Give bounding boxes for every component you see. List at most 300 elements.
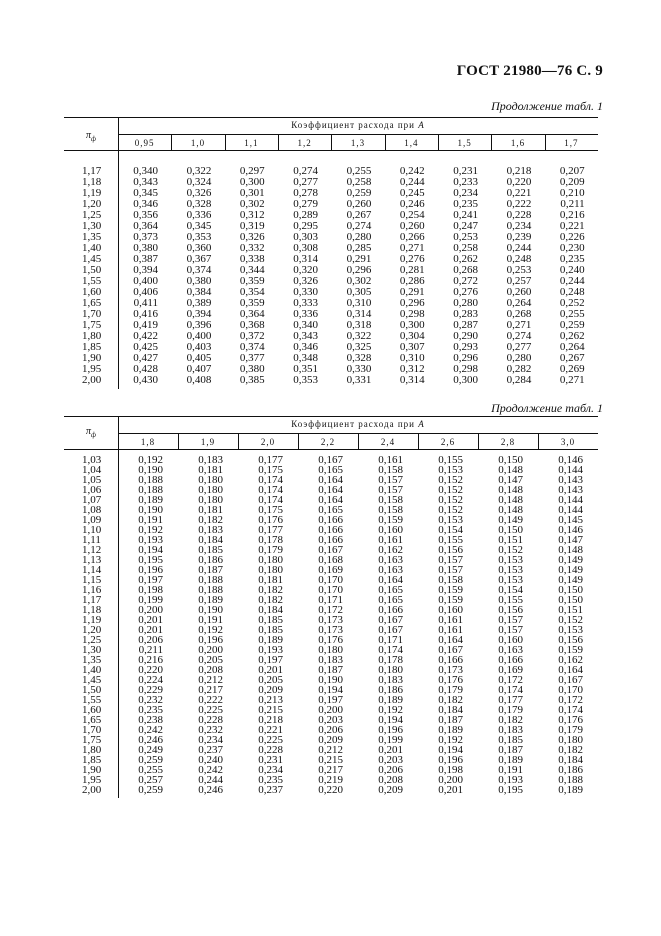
- table-cell: 0,171: [378, 634, 403, 646]
- table-top-border: [64, 117, 598, 118]
- table-cell: 0,163: [498, 644, 523, 656]
- table-cell: 0,148: [498, 464, 523, 476]
- table-cell: 0,235: [559, 253, 585, 265]
- table-cell: 0,291: [399, 286, 425, 298]
- row-label: 1,09: [82, 514, 102, 526]
- row-label: 1,90: [82, 352, 102, 364]
- table-cell: 0,173: [438, 664, 463, 676]
- row-label: 1,17: [82, 165, 102, 177]
- table-cell: 0,158: [378, 504, 403, 516]
- table-cell: 0,354: [239, 286, 265, 298]
- table-cell: 0,286: [399, 275, 425, 287]
- table-cell: 0,240: [559, 264, 585, 276]
- table-cell: 0,425: [133, 341, 158, 353]
- table-cell: 0,245: [399, 187, 425, 199]
- row-label: 2,00: [82, 784, 102, 796]
- table-cell: 0,201: [378, 744, 403, 756]
- table-cell: 0,160: [498, 634, 523, 646]
- table-cell: 0,293: [453, 341, 478, 353]
- table-cell: 0,400: [133, 275, 158, 287]
- row-label: 1,70: [82, 724, 102, 736]
- table-cell: 0,319: [239, 220, 265, 232]
- table-cell: 0,277: [506, 341, 532, 353]
- table-cell: 0,179: [258, 544, 283, 556]
- table-cell: 0,185: [258, 624, 283, 636]
- table-top-border: [64, 416, 598, 417]
- row-label: 1,80: [82, 330, 102, 342]
- table-cell: 0,255: [138, 764, 163, 776]
- table-cell: 0,164: [318, 494, 343, 506]
- column-header: 0,95: [134, 138, 155, 148]
- table-cell: 0,169: [498, 664, 523, 676]
- column-header: 1,9: [200, 437, 216, 447]
- table-cell: 0,149: [558, 554, 583, 566]
- table-cell: 0,153: [438, 464, 463, 476]
- row-label: 1,10: [82, 524, 102, 536]
- table-cell: 0,189: [438, 724, 463, 736]
- column-header: 1,1: [244, 138, 259, 148]
- table-cell: 0,422: [133, 330, 158, 342]
- table-cell: 0,176: [558, 714, 583, 726]
- row-label: 1,70: [82, 308, 102, 320]
- table-cell: 0,274: [506, 330, 532, 342]
- table-cell: 0,348: [293, 352, 318, 364]
- column-header: 2,6: [440, 437, 456, 447]
- table-cell: 0,220: [318, 784, 343, 796]
- table-cell: 0,166: [438, 654, 463, 666]
- supertitle-text: Коэффициент расхода при: [291, 120, 419, 130]
- table-cell: 0,174: [378, 644, 403, 656]
- row-label: 1,55: [82, 694, 102, 706]
- table-cell: 0,186: [198, 554, 223, 566]
- table-cell: 0,177: [258, 454, 283, 466]
- table-cell: 0,268: [453, 264, 478, 276]
- table-cell: 0,428: [133, 363, 158, 375]
- table-cell: 0,192: [198, 624, 223, 636]
- table-cell: 0,184: [198, 534, 223, 546]
- supertitle-text: Коэффициент расхода при: [291, 419, 419, 429]
- table-cell: 0,322: [186, 165, 212, 177]
- table-cell: 0,253: [506, 264, 532, 276]
- table-cell: 0,180: [198, 474, 223, 486]
- table-cell: 0,394: [133, 264, 158, 276]
- table-cell: 0,222: [506, 198, 532, 210]
- table-cell: 0,232: [198, 724, 223, 736]
- table-cell: 0,322: [346, 330, 372, 342]
- row-label: 1,17: [82, 594, 102, 606]
- table-cell: 0,219: [318, 774, 343, 786]
- table-cell: 0,372: [239, 330, 265, 342]
- table-cell: 0,184: [558, 754, 583, 766]
- table-cell: 0,192: [378, 704, 403, 716]
- table-cell: 0,237: [198, 744, 223, 756]
- table-cell: 0,297: [239, 165, 265, 177]
- table-cell: 0,182: [258, 584, 283, 596]
- table-cell: 0,253: [453, 231, 478, 243]
- row-label: 1,08: [82, 504, 102, 516]
- table-cell: 0,328: [186, 198, 212, 210]
- table-cell: 0,173: [318, 624, 343, 636]
- table-cell: 0,174: [498, 684, 523, 696]
- table-cell: 0,247: [453, 220, 478, 232]
- table-cell: 0,206: [138, 634, 163, 646]
- table-cell: 0,183: [378, 674, 403, 686]
- table-cell: 0,281: [399, 264, 425, 276]
- table-cell: 0,147: [558, 534, 583, 546]
- table-cell: 0,259: [346, 187, 372, 199]
- table-cell: 0,260: [399, 220, 425, 232]
- table-cell: 0,303: [293, 231, 318, 243]
- table-cell: 0,161: [378, 454, 403, 466]
- table-cell: 0,144: [558, 494, 583, 506]
- table-cell: 0,248: [559, 286, 585, 298]
- row-label: 1,95: [82, 774, 102, 786]
- row-label: 1,06: [82, 484, 102, 496]
- column-header: 3,0: [560, 437, 576, 447]
- table-cell: 0,162: [378, 544, 403, 556]
- table-cell: 0,149: [558, 574, 583, 586]
- table-cell: 0,271: [559, 374, 585, 386]
- table-cell: 0,345: [133, 187, 158, 199]
- table-cell: 0,174: [258, 484, 283, 496]
- table-cell: 0,262: [453, 253, 478, 265]
- table-cell: 0,145: [558, 514, 583, 526]
- table-cell: 0,144: [558, 464, 583, 476]
- table-cell: 0,216: [138, 654, 163, 666]
- table-cell: 0,271: [399, 242, 425, 254]
- table-cell: 0,231: [258, 754, 283, 766]
- table-cell: 0,208: [198, 664, 223, 676]
- table-cell: 0,266: [399, 231, 425, 243]
- table-cell: 0,324: [186, 176, 212, 188]
- row-label: 1,65: [82, 297, 102, 309]
- row-label: 1,50: [82, 264, 102, 276]
- table-cell: 0,300: [453, 374, 478, 386]
- table-cell: 0,234: [258, 764, 283, 776]
- table-cell: 0,152: [438, 494, 463, 506]
- table-cell: 0,419: [133, 319, 158, 331]
- table-cell: 0,183: [198, 524, 223, 536]
- table-cell: 0,195: [138, 554, 163, 566]
- row-label: 1,65: [82, 714, 102, 726]
- table-cell: 0,189: [138, 494, 163, 506]
- row-header-label: [64, 426, 118, 439]
- row-label: 1,30: [82, 220, 102, 232]
- table-cell: 0,178: [378, 654, 403, 666]
- table-cell: 0,183: [318, 654, 343, 666]
- table-cell: 0,385: [239, 374, 265, 386]
- table-cell: 0,157: [378, 484, 403, 496]
- table-cell: 0,182: [498, 714, 523, 726]
- table-cell: 0,150: [558, 584, 583, 596]
- table-cell: 0,201: [258, 664, 283, 676]
- table-cell: 0,152: [438, 504, 463, 516]
- table-supertitle: [118, 419, 598, 429]
- table-cell: 0,206: [318, 724, 343, 736]
- table-cell: 0,205: [198, 654, 223, 666]
- table-cell: 0,333: [293, 297, 318, 309]
- table-cell: 0,238: [138, 714, 163, 726]
- table-cell: 0,225: [258, 734, 283, 746]
- table-cell: 0,161: [378, 534, 403, 546]
- table-cell: 0,158: [378, 494, 403, 506]
- table-cell: 0,344: [239, 264, 265, 276]
- table-cell: 0,179: [498, 704, 523, 716]
- table-cell: 0,179: [558, 724, 583, 736]
- table-cell: 0,326: [239, 231, 265, 243]
- table-cell: 0,193: [138, 534, 163, 546]
- table-cell: 0,200: [198, 644, 223, 656]
- table-cell: 0,249: [138, 744, 163, 756]
- table-cell: 0,173: [318, 614, 343, 626]
- table-cell: 0,228: [198, 714, 223, 726]
- table-cell: 0,197: [318, 694, 343, 706]
- table-cell: 0,155: [438, 454, 463, 466]
- table-cell: 0,364: [239, 308, 265, 320]
- table-cell: 0,147: [498, 474, 523, 486]
- table-cell: 0,239: [506, 231, 532, 243]
- table-cell: 0,346: [133, 198, 158, 210]
- table2: [64, 416, 598, 798]
- table-cell: 0,338: [239, 253, 265, 265]
- table-cell: 0,427: [133, 352, 158, 364]
- table-cell: 0,148: [558, 544, 583, 556]
- row-label: 1,19: [82, 187, 102, 199]
- table-cell: 0,308: [293, 242, 318, 254]
- table-cell: 0,191: [138, 514, 163, 526]
- table-cell: 0,182: [258, 594, 283, 606]
- table-cell: 0,400: [186, 330, 212, 342]
- table-cell: 0,148: [498, 504, 523, 516]
- table-cell: 0,387: [133, 253, 158, 265]
- table1-continuation-note: Продолжение табл. 1: [491, 99, 603, 113]
- table-cell: 0,168: [318, 554, 343, 566]
- row-label: 1,07: [82, 494, 102, 506]
- table-cell: 0,280: [506, 352, 532, 364]
- table-cell: 0,180: [198, 494, 223, 506]
- table-cell: 0,150: [498, 454, 523, 466]
- table-cell: 0,187: [498, 744, 523, 756]
- table-cell: 0,182: [558, 744, 583, 756]
- table-cell: 0,210: [559, 187, 585, 199]
- table-cell: 0,220: [506, 176, 532, 188]
- table-cell: 0,231: [453, 165, 478, 177]
- table-cell: 0,212: [318, 744, 343, 756]
- table-cell: 0,184: [258, 604, 283, 616]
- row-label: 1,12: [82, 544, 102, 556]
- row-header-symbol: π: [86, 130, 92, 141]
- row-header-subscript: ф: [91, 431, 96, 439]
- table-cell: 0,394: [186, 308, 212, 320]
- table-cell: 0,234: [198, 734, 223, 746]
- row-label: 1,35: [82, 654, 102, 666]
- table-cell: 0,180: [318, 644, 343, 656]
- table-cell: 0,165: [318, 464, 343, 476]
- table-cell: 0,149: [498, 514, 523, 526]
- table-cell: 0,188: [198, 584, 223, 596]
- table-cell: 0,235: [258, 774, 283, 786]
- table-cell: 0,301: [239, 187, 265, 199]
- table-cell: 0,150: [558, 594, 583, 606]
- table-cell: 0,169: [318, 564, 343, 576]
- table-cell: 0,174: [558, 704, 583, 716]
- table-cell: 0,332: [239, 242, 265, 254]
- table-cell: 0,406: [133, 286, 158, 298]
- table-cell: 0,283: [453, 308, 478, 320]
- table-cell: 0,280: [453, 297, 478, 309]
- table-cell: 0,200: [138, 604, 163, 616]
- table-cell: 0,228: [258, 744, 283, 756]
- table-cell: 0,174: [258, 494, 283, 506]
- table-cell: 0,260: [346, 198, 372, 210]
- table-cell: 0,181: [198, 504, 223, 516]
- table-cell: 0,166: [378, 604, 403, 616]
- table-cell: 0,146: [558, 524, 583, 536]
- table-cell: 0,203: [318, 714, 343, 726]
- table-cell: 0,268: [506, 308, 532, 320]
- table-cell: 0,235: [453, 198, 478, 210]
- table-cell: 0,187: [438, 714, 463, 726]
- row-label: 1,15: [82, 574, 102, 586]
- table-cell: 0,189: [558, 784, 583, 796]
- table-cell: 0,380: [133, 242, 158, 254]
- row-label: 1,85: [82, 754, 102, 766]
- table-cell: 0,155: [438, 534, 463, 546]
- table-cell: 0,320: [293, 264, 318, 276]
- row-label: 1,04: [82, 464, 102, 476]
- table-cell: 0,271: [506, 319, 532, 331]
- table2-continuation-note: Продолжение табл. 1: [491, 401, 603, 415]
- table-cell: 0,230: [559, 242, 585, 254]
- table-cell: 0,161: [438, 624, 463, 636]
- table-cell: 0,196: [378, 724, 403, 736]
- table-cell: 0,246: [138, 734, 163, 746]
- table-cell: 0,242: [399, 165, 425, 177]
- table-cell: 0,260: [506, 286, 532, 298]
- table-cell: 0,143: [558, 484, 583, 496]
- table-cell: 0,206: [378, 764, 403, 776]
- table-cell: 0,254: [399, 209, 425, 221]
- table-cell: 0,356: [133, 209, 158, 221]
- table-cell: 0,302: [239, 198, 265, 210]
- table-cell: 0,234: [506, 220, 532, 232]
- table-cell: 0,190: [138, 464, 163, 476]
- row-label: 1,03: [82, 454, 102, 466]
- table-cell: 0,180: [378, 664, 403, 676]
- table-cell: 0,298: [399, 308, 425, 320]
- row-header-subscript: ф: [91, 135, 96, 143]
- table-cell: 0,336: [186, 209, 212, 221]
- table-cell: 0,298: [453, 363, 478, 375]
- table-cell: 0,389: [186, 297, 212, 309]
- table-cell: 0,237: [258, 784, 283, 796]
- row-label: 1,95: [82, 363, 102, 375]
- table-cell: 0,226: [559, 231, 585, 243]
- table-cell: 0,164: [438, 634, 463, 646]
- table-cell: 0,258: [453, 242, 478, 254]
- row-label: 1,85: [82, 341, 102, 353]
- table-cell: 0,175: [258, 464, 283, 476]
- table-cell: 0,291: [346, 253, 372, 265]
- table-cell: 0,196: [198, 634, 223, 646]
- table-cell: 0,205: [258, 674, 283, 686]
- table-cell: 0,242: [198, 764, 223, 776]
- table-cell: 0,235: [138, 704, 163, 716]
- row-label: 1,55: [82, 275, 102, 287]
- table-cell: 0,242: [138, 724, 163, 736]
- table-cell: 0,367: [186, 253, 212, 265]
- table-cell: 0,240: [198, 754, 223, 766]
- column-header: 1,0: [190, 138, 206, 148]
- table-cell: 0,302: [346, 275, 372, 287]
- table-cell: 0,259: [138, 754, 163, 766]
- table-cell: 0,151: [558, 604, 583, 616]
- table-cell: 0,178: [258, 534, 283, 546]
- table-cell: 0,272: [453, 275, 478, 287]
- table-cell: 0,200: [438, 774, 463, 786]
- table-cell: 0,196: [138, 564, 163, 576]
- table-cell: 0,411: [133, 297, 158, 309]
- table-cell: 0,156: [558, 634, 583, 646]
- row-label: 1,18: [82, 604, 102, 616]
- table-supertitle: [118, 120, 598, 130]
- table-cell: 0,209: [378, 784, 403, 796]
- table-cell: 0,212: [198, 674, 223, 686]
- row-label: 2,00: [82, 374, 102, 386]
- table-cell: 0,166: [498, 654, 523, 666]
- row-label: 1,25: [82, 209, 102, 221]
- table-cell: 0,187: [198, 564, 223, 576]
- table-cell: 0,207: [559, 165, 585, 177]
- table-cell: 0,180: [558, 734, 583, 746]
- table-cell: 0,326: [186, 187, 212, 199]
- table-cell: 0,158: [378, 464, 403, 476]
- table-cell: 0,374: [186, 264, 212, 276]
- table-cell: 0,184: [438, 704, 463, 716]
- table-cell: 0,209: [318, 734, 343, 746]
- table-cell: 0,296: [453, 352, 478, 364]
- table-cell: 0,244: [559, 275, 585, 287]
- row-label: 1,13: [82, 554, 102, 566]
- table-cell: 0,199: [138, 594, 163, 606]
- table-cell: 0,274: [346, 220, 372, 232]
- table-cell: 0,198: [138, 584, 163, 596]
- table-cell: 0,215: [258, 704, 283, 716]
- table-cell: 0,194: [438, 744, 463, 756]
- table-cell: 0,180: [258, 554, 283, 566]
- table-cell: 0,310: [346, 297, 372, 309]
- table-cell: 0,174: [258, 474, 283, 486]
- table-cell: 0,304: [399, 330, 425, 342]
- supertitle-underline: [118, 134, 598, 135]
- table-cell: 0,279: [293, 198, 318, 210]
- table-cell: 0,157: [498, 624, 523, 636]
- table-cell: 0,221: [506, 187, 532, 199]
- table-cell: 0,162: [558, 654, 583, 666]
- table-cell: 0,300: [239, 176, 265, 188]
- table-cell: 0,282: [506, 363, 532, 375]
- row-header-symbol: π: [86, 426, 92, 437]
- table-cell: 0,157: [438, 554, 463, 566]
- table-cell: 0,196: [438, 754, 463, 766]
- table-cell: 0,157: [378, 474, 403, 486]
- table-cell: 0,408: [186, 374, 212, 386]
- table-cell: 0,157: [438, 564, 463, 576]
- table-cell: 0,197: [258, 654, 283, 666]
- table-cell: 0,296: [346, 264, 372, 276]
- row-label: 1,50: [82, 684, 102, 696]
- table-cell: 0,163: [378, 564, 403, 576]
